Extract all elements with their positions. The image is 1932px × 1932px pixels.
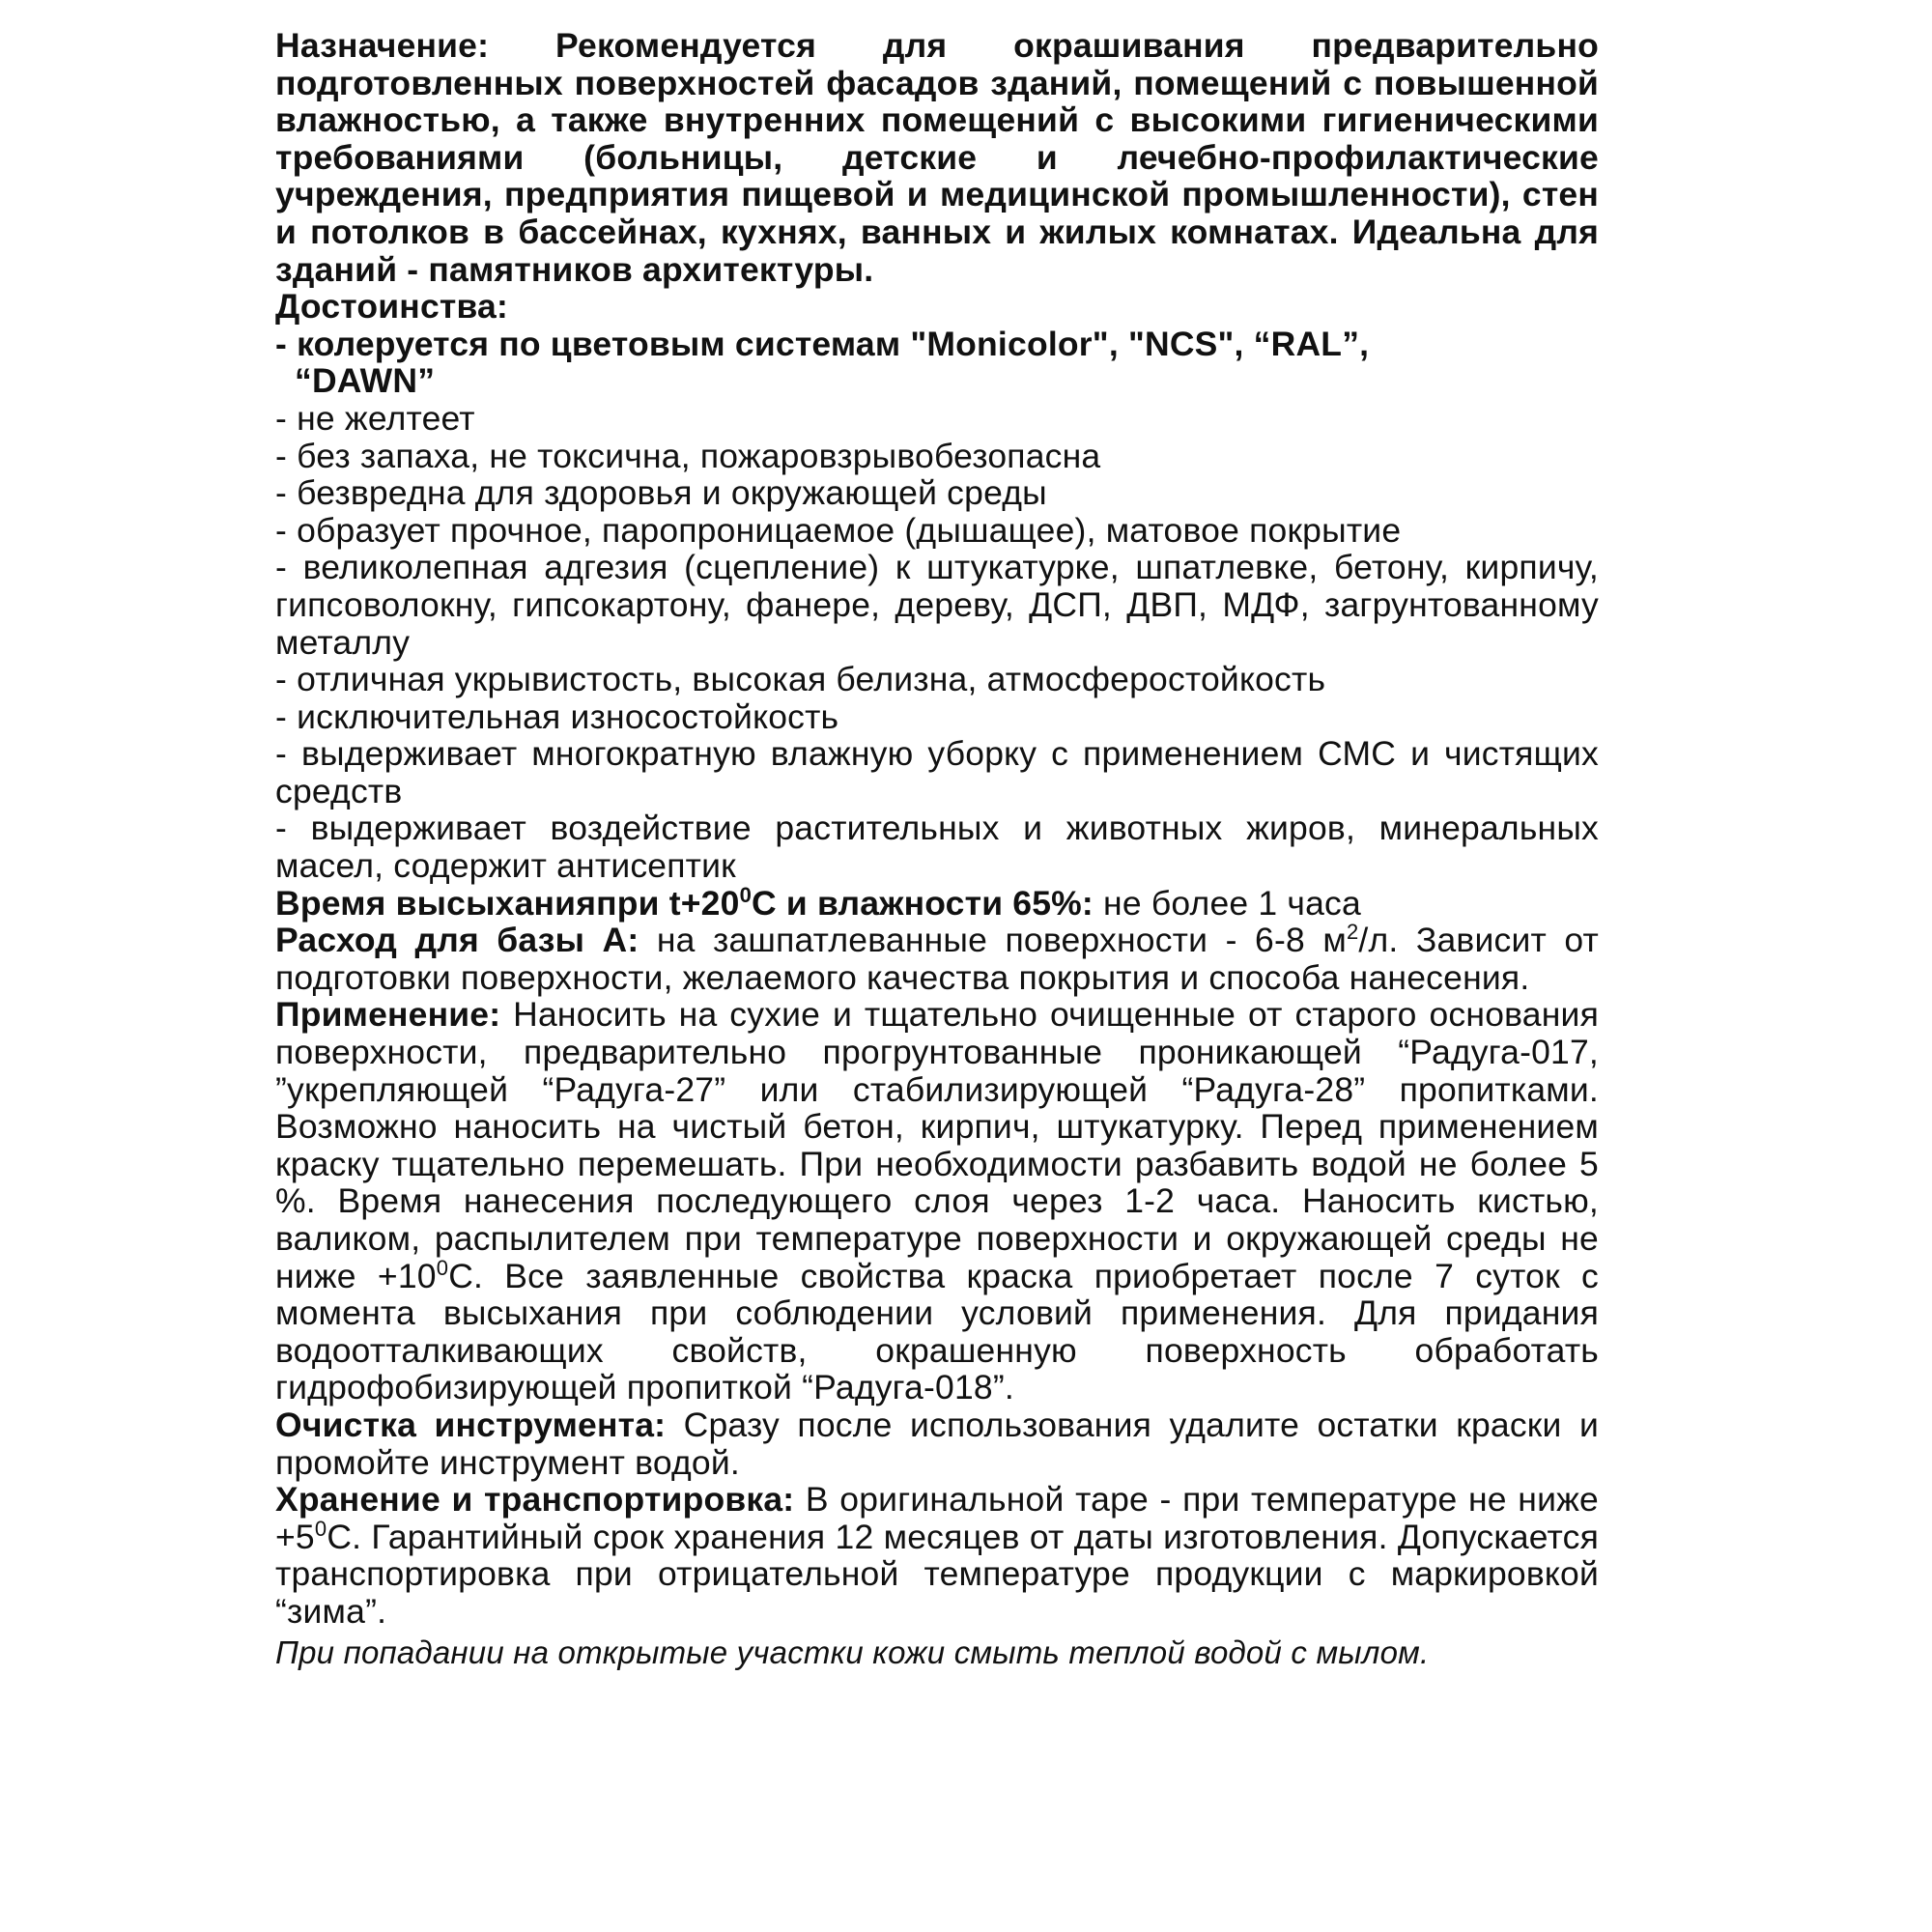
tool-cleaning-text: Сразу после использования удалите остатки краски и промойте инструмент водой. [275,1405,1599,1482]
advantage-harmless: - безвредна для здоровья и окружающей среды [275,473,1047,513]
advantage-adhesion: - великолепная адгезия (сцепление) к штукатурке, шпатлевке, бетону, кирпичу, гипсоволокну, гипсокартону, фанере, дереву, ДСП, ДВП, МДФ, загрунтованному металлу [275,548,1599,662]
storage-paragraph [275,1481,1599,1630]
advantage-fats: - выдерживает воздействие растительных и животных жиров, минеральных масел, содержит антисептик [275,809,1599,886]
consumption-text-b: /л. Зависит от подготовки поверхности, желаемого качества покрытия и способа нанесения. [275,921,1599,997]
consumption-paragraph [275,922,1599,996]
advantage-colors-cont: “DAWN” [295,361,436,401]
application-text-a: Наносить на сухие и тщательно очищенные от старого основания поверхности, предварительно прогрунтованные проникающей “Радуга-017, ”укрепляющей “Радуга-27” или стабилизирующей “Радуга-28” пропитками. Возможно наносить на чистый бетон, кирпич, штукатурку. Перед применением краску тщательно перемешать. При необходимости разбавить водой не более 5 %. Время нанесения последующего слоя через 1-2 часа. Наносить кистью, валиком, распылителем при температуре поверхности и окружающей среды не ниже +10 [275,995,1599,1295]
drying-heading-a: Время высыханияпри t+20 [275,883,740,923]
advantage-no-smell: - без запаха, не токсична, пожаровзрывобезопасна [275,436,1101,475]
storage-text-a: В оригинальной таре - при температуре не ниже +5 [275,1480,1599,1556]
advantage-hiding: - отличная укрывистость, высокая белизна, атмосферостойкость [275,660,1326,699]
storage-heading: Хранение и транспортировка: [275,1480,795,1520]
application-text-b: С. Все заявленные свойства краска приобретает после 7 суток с момента высыхания при соблюдении условий применения. Для придания водоотталкивающих свойств, окрашенную поверхность обработать гидрофобизирующей пропиткой “Радуга-018”. [275,1256,1599,1407]
application-degree: 0 [436,1255,449,1280]
advantage-cleaning: - выдерживает многократную влажную уборку с применением СМС и чистящих средств [275,734,1599,810]
drying-degree: 0 [739,882,752,907]
purpose-text: Рекомендуется для окрашивания предварительно подготовленных поверхностей фасадов зданий, помещений с повышенной влажностью, а также внутренних помещений с высокими гигиеническими требованиями (больницы, детские и лечебно-профилактические учреждения, предприятия пищевой и медицинской промышленности), стен и потолков в бассейнах, кухнях, ванных и жилых комнатах. Идеальна для зданий - памятников архитектуры. [275,26,1599,289]
label-text-column [275,27,1599,1671]
advantage-colors: - колеруется по цветовым системам "Monicolor", "NCS", “RAL”, [275,324,1370,363]
application-paragraph [275,996,1599,1406]
advantage-wear: - исключительная износостойкость [275,696,839,736]
tool-cleaning-heading: Очистка инструмента: [275,1405,667,1444]
advantage-coating: - образует прочное, паропроницаемое (дышащее), матовое покрытие [275,510,1402,550]
storage-degree: 0 [314,1516,327,1541]
purpose-heading: Назначение: [275,26,490,65]
drying-text: не более 1 часа [1093,883,1361,923]
drying-heading-b: С и влажности 65%: [752,883,1094,923]
drying-paragraph [275,882,1599,923]
advantages-heading: Достоинства: [275,287,509,327]
application-heading: Применение: [275,995,501,1035]
consumption-text-a: на зашпатлеванные поверхности - 6-8 м [639,921,1347,960]
storage-text-b: С. Гарантийный срок хранения 12 месяцев от даты изготовления. Допускается транспортировка при отрицательной температуре продукции с маркировкой “зима”. [275,1517,1599,1631]
tool-cleaning-paragraph [275,1406,1599,1481]
purpose-paragraph [275,27,1599,288]
consumption-heading: Расход для базы А: [275,921,639,960]
consumption-power: 2 [1346,920,1359,945]
skin-contact-warning: При попадании на открытые участки кожи смыть теплой водой с мылом. [275,1634,1430,1670]
advantage-no-yellow: - не желтеет [275,398,475,438]
